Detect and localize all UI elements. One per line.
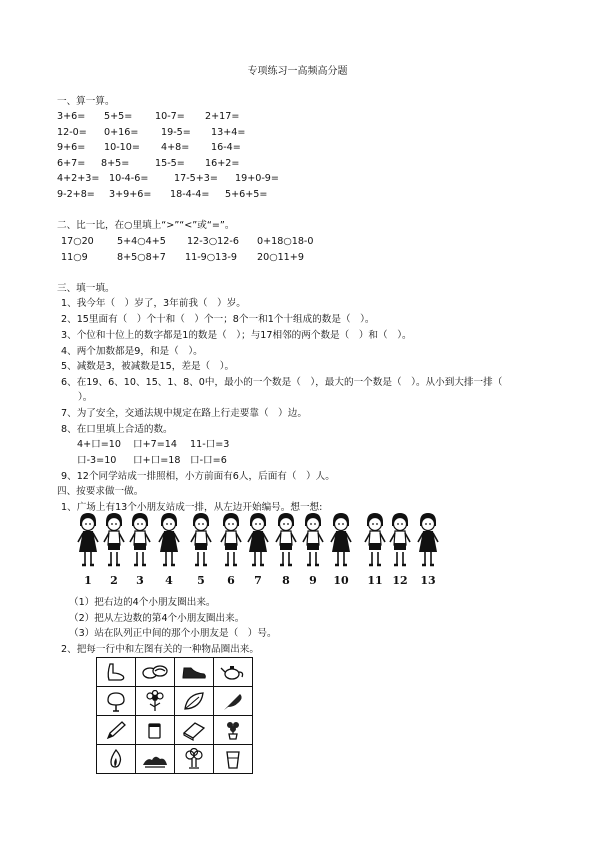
grid-cell[interactable] bbox=[136, 658, 175, 687]
arith-cell: 19+0-9= bbox=[235, 173, 279, 184]
compare-cell: 11○9 bbox=[61, 252, 88, 263]
arith-cell: 15-5= bbox=[155, 158, 185, 169]
child-figure[interactable] bbox=[363, 512, 387, 570]
pile-icon bbox=[141, 748, 169, 770]
sub-task: （3）站在队列正中间的那个小朋友是（ ）号。 bbox=[69, 628, 277, 639]
grid-cell[interactable] bbox=[214, 687, 253, 716]
arith-cell: 16-4= bbox=[211, 142, 241, 153]
child-number: 1 bbox=[84, 574, 92, 587]
arith-cell: 4+8= bbox=[161, 142, 190, 153]
fill-item: 6、在19、6、10、15、1、8、0中，最小的一个数是（ ），最大的一个数是（ ）。从小到大排一排（ bbox=[61, 377, 503, 388]
compare-cell: 11-9○13-9 bbox=[185, 252, 237, 263]
grid-cell[interactable] bbox=[214, 716, 253, 745]
fill-box-cell: 口-3=10 bbox=[77, 455, 117, 466]
pencil-icon bbox=[103, 719, 129, 741]
fill-box-cell: 口+口=18 bbox=[133, 455, 181, 466]
teapot-icon bbox=[219, 662, 247, 682]
tree-icon bbox=[103, 690, 129, 712]
child-figure[interactable] bbox=[274, 512, 298, 570]
flower-icon bbox=[142, 690, 168, 712]
arith-cell: 10-4-6= bbox=[109, 173, 149, 184]
children-lineup bbox=[74, 512, 436, 587]
child-number: 13 bbox=[420, 574, 436, 587]
child-figure[interactable] bbox=[76, 512, 100, 570]
task-question: 1、广场上有13个小朋友站成一排，从左边开始编号。想一想: bbox=[61, 502, 323, 513]
child-number: 6 bbox=[227, 574, 235, 587]
arith-cell: 10-7= bbox=[155, 111, 185, 122]
fill-item: 5、减数是3，被减数是15，差是（ ）。 bbox=[61, 361, 235, 372]
grid-cell[interactable] bbox=[214, 745, 253, 774]
fill-item: 4、两个加数都是9，和是（ ）。 bbox=[61, 346, 203, 357]
arith-cell: 3+6= bbox=[57, 111, 86, 122]
grid-cell[interactable] bbox=[175, 687, 214, 716]
leaf-icon bbox=[181, 690, 207, 712]
child-number: 10 bbox=[333, 574, 349, 587]
section4-heading: 四、按要求做一做。 bbox=[57, 486, 144, 497]
grid-cell[interactable] bbox=[175, 658, 214, 687]
fill-item: 7、为了安全，交通法规中规定在路上行走要靠（ ）边。 bbox=[61, 408, 307, 419]
child-number: 12 bbox=[392, 574, 408, 587]
arith-cell: 2+17= bbox=[205, 111, 240, 122]
plant-icon bbox=[220, 719, 246, 741]
child-figure[interactable] bbox=[301, 512, 325, 570]
grid-cell[interactable] bbox=[97, 687, 136, 716]
child-number: 9 bbox=[309, 574, 317, 587]
grid-cell[interactable] bbox=[136, 716, 175, 745]
task-question: 2、把每一行中和左图有关的一种物品圈出来。 bbox=[61, 644, 259, 655]
child-number: 4 bbox=[165, 574, 173, 587]
grid-cell[interactable] bbox=[175, 716, 214, 745]
slippers-icon bbox=[141, 662, 169, 682]
notebook-icon bbox=[181, 719, 207, 741]
child-figure[interactable] bbox=[219, 512, 243, 570]
fill-box-cell: 口+7=14 bbox=[133, 439, 177, 450]
compare-cell: 5+4○4+5 bbox=[117, 236, 166, 247]
grid-cell[interactable] bbox=[97, 716, 136, 745]
compare-cell: 12-3○12-6 bbox=[187, 236, 239, 247]
child-number: 11 bbox=[367, 574, 383, 587]
fill-item: 8、在口里填上合适的数。 bbox=[61, 424, 173, 435]
feather-icon bbox=[220, 690, 246, 712]
child-figure[interactable] bbox=[189, 512, 213, 570]
picture-grid bbox=[96, 657, 253, 774]
arith-cell: 3+9+6= bbox=[109, 189, 152, 200]
mushroom-cloud-icon bbox=[181, 748, 207, 770]
foot-icon bbox=[103, 662, 129, 682]
fill-box-cell: 11-口=3 bbox=[190, 439, 230, 450]
fill-box-cell: 4+口=10 bbox=[77, 439, 121, 450]
arith-cell: 17-5+3= bbox=[174, 173, 218, 184]
section2-heading: 二、比一比，在○里填上“>”“<”或“=”。 bbox=[57, 220, 235, 231]
arith-cell: 8+5= bbox=[101, 158, 130, 169]
cup-icon bbox=[142, 719, 168, 741]
arith-cell: 9+6= bbox=[57, 142, 86, 153]
arith-cell: 13+4= bbox=[211, 127, 246, 138]
arith-cell: 19-5= bbox=[161, 127, 191, 138]
fill-item: 1、我今年（ ）岁了，3年前我（ ）岁。 bbox=[61, 298, 246, 309]
child-figure[interactable] bbox=[246, 512, 270, 570]
child-number: 2 bbox=[110, 574, 118, 587]
child-number: 8 bbox=[282, 574, 290, 587]
child-number: 7 bbox=[254, 574, 262, 587]
arith-cell: 10-10= bbox=[104, 142, 140, 153]
compare-cell: 17○20 bbox=[61, 236, 94, 247]
fire-icon bbox=[103, 748, 129, 770]
arith-cell: 5+6+5= bbox=[225, 189, 268, 200]
fill-box-cell: 口-口=6 bbox=[190, 455, 227, 466]
arith-cell: 12-0= bbox=[57, 127, 87, 138]
arith-cell: 5+5= bbox=[104, 111, 133, 122]
arith-cell: 0+16= bbox=[104, 127, 139, 138]
child-figure[interactable] bbox=[329, 512, 353, 570]
fill-item: 2、15里面有（ ）个十和（ ）个一；8个一和1个十组成的数是（ ）。 bbox=[61, 314, 375, 325]
compare-cell: 8+5○8+7 bbox=[117, 252, 166, 263]
sub-task: （1）把右边的4个小朋友圈出来。 bbox=[69, 597, 216, 608]
glass-icon bbox=[220, 748, 246, 770]
child-figure[interactable] bbox=[388, 512, 412, 570]
sub-task: （2）把从左边数的第4个小朋友圈出来。 bbox=[69, 613, 245, 624]
child-number: 3 bbox=[136, 574, 144, 587]
page-title: 专项练习一高频高分题 bbox=[247, 66, 348, 77]
section1-heading: 一、算一算。 bbox=[57, 96, 115, 107]
grid-cell[interactable] bbox=[97, 745, 136, 774]
arith-cell: 6+7= bbox=[57, 158, 86, 169]
arith-cell: 16+2= bbox=[205, 158, 240, 169]
arith-cell: 18-4-4= bbox=[170, 189, 210, 200]
fill-item: 3、个位和十位上的数字都是1的数是（ ）；与17相邻的两个数是（ ）和（ ）。 bbox=[61, 330, 412, 341]
grid-cell[interactable] bbox=[175, 745, 214, 774]
arith-cell: 4+2+3= bbox=[57, 173, 100, 184]
arith-cell: 9-2+8= bbox=[57, 189, 95, 200]
child-figure[interactable] bbox=[157, 512, 181, 570]
grid-cell[interactable] bbox=[136, 687, 175, 716]
compare-cell: 20○11+9 bbox=[257, 252, 304, 263]
grid-cell[interactable] bbox=[214, 658, 253, 687]
compare-cell: 0+18○18-0 bbox=[257, 236, 314, 247]
section3-heading: 三、填一填。 bbox=[57, 283, 115, 294]
child-figure[interactable] bbox=[128, 512, 152, 570]
child-figure[interactable] bbox=[102, 512, 126, 570]
grid-cell[interactable] bbox=[97, 658, 136, 687]
shoe-icon bbox=[180, 662, 208, 682]
fill-item-continued: ）。 bbox=[78, 392, 93, 403]
child-number: 5 bbox=[197, 574, 205, 587]
grid-cell[interactable] bbox=[136, 745, 175, 774]
fill-item: 9、12个同学站成一排照相，小方前面有6人，后面有（ ）人。 bbox=[61, 471, 335, 482]
child-figure[interactable] bbox=[416, 512, 440, 570]
